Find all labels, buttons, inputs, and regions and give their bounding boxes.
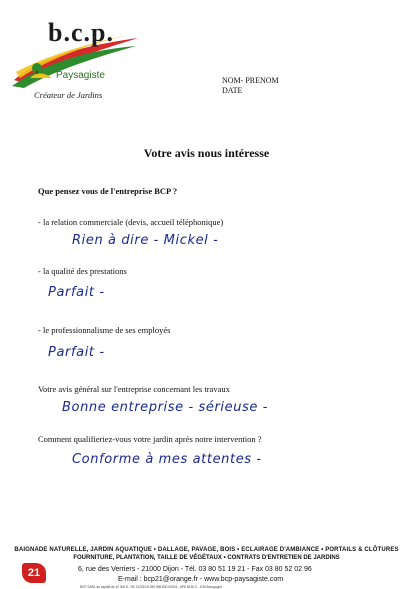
answer-qualite: Parfait - <box>48 285 105 300</box>
footer-services-line1: BAIGNADE NATURELLE, JARDIN AQUATIQUE • DALLAGE, PAVAGE, BOIS • ECLAIRAGE D'AMBIANCE • PORTAILS & CLÔTURES <box>14 547 399 553</box>
answer-relation: Rien à dire - Mickel - <box>72 233 219 248</box>
footer-address: 6, rue des Verriers - 21000 Dijon - Tél. 03 80 51 19 21 - Fax 03 80 52 02 96 <box>78 566 312 573</box>
logo-slogan: Créateur de Jardins <box>34 90 103 100</box>
date-label: DATE <box>222 86 243 95</box>
question-jardin: Comment qualifieriez-vous votre jardin après notre intervention ? <box>38 434 262 444</box>
main-question: Que pensez vous de l'entreprise BCP ? <box>38 186 178 196</box>
question-relation: - la relation commerciale (devis, accueil téléphonique) <box>38 217 224 227</box>
footer-contact: E-mail : bcp21@orange.fr - www.bcp-paysagiste.com <box>118 576 284 583</box>
footer-legal: BCP SARL au capital de 10 000 € - RC DIJON B 399 998 800 00024 - APE 8130 Z - ICM Bourgogne <box>80 585 223 589</box>
question-avis-general: Votre avis général sur l'entreprise concernant les travaux <box>38 384 230 394</box>
page-title: Votre avis nous intéresse <box>143 146 270 160</box>
logo-name: b.c.p. <box>48 18 114 47</box>
answer-jardin: Conforme à mes attentes - <box>72 452 262 467</box>
question-qualite: - la qualité des prestations <box>38 266 127 276</box>
footer-services-line2: FOURNITURE, PLANTATION, TAILLE DE VÉGÉTAUX • CONTRATS D'ENTRETIEN DE JARDINS <box>73 555 340 561</box>
answer-professionnalisme: Parfait - <box>48 345 105 360</box>
tree-icon <box>30 62 52 78</box>
department-badge-label: 21 <box>27 567 41 579</box>
nom-prenom-label: NOM- PRENOM <box>222 76 279 85</box>
department-badge <box>22 563 46 583</box>
answer-avis-general: Bonne entreprise - sérieuse - <box>62 400 269 415</box>
logo-subtitle: Paysagiste <box>56 70 105 81</box>
question-professionnalisme: - le professionnalisme de ses employés <box>38 325 171 335</box>
